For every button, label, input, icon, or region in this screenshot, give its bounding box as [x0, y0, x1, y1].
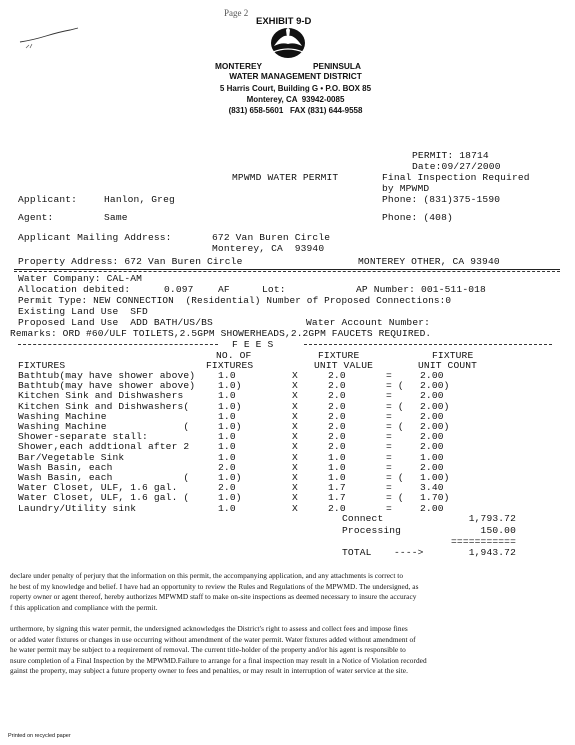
fixture-name: Kitchen Sink and Dishwashers(	[18, 400, 190, 412]
proposed-land-use: Proposed Land Use ADD BATH/US/BS	[18, 317, 213, 328]
fixture-equals: = (	[386, 421, 404, 432]
applicant-phone: Phone: (831)375-1590	[382, 194, 501, 205]
district-phones: (831) 658-5601 FAX (831) 644-9558	[228, 106, 363, 115]
fixture-times: X	[292, 370, 298, 381]
fees-rule-right	[304, 344, 552, 345]
fixture-qty: 1.0)	[218, 400, 242, 412]
final-inspection-line1: Final Inspection Required	[382, 172, 530, 183]
property-city: MONTEREY OTHER, CA 93940	[358, 256, 500, 267]
fixture-unit-value: 2.0	[328, 400, 346, 412]
fixture-unit-count: 2.00	[420, 390, 444, 402]
agent-label: Agent:	[18, 212, 54, 223]
declaration-line: f this application and compliance with the permit.	[10, 602, 158, 612]
fixture-qty: 1.0	[218, 431, 236, 443]
fixture-equals: =	[386, 370, 392, 381]
declaration-line: he best of my knowledge and belief. I have had an opportunity to review the Rules and Regulations of the MPWMD. The undersigned, as	[10, 581, 419, 591]
fixture-unit-count: 1.00)	[420, 472, 450, 483]
allocation-value: 0.097	[164, 284, 194, 295]
fixture-qty: 2.0	[218, 482, 236, 494]
col-count-2: UNIT COUNT	[418, 360, 478, 371]
permit-date: Date:09/27/2000	[412, 161, 501, 172]
district-logo	[268, 26, 308, 60]
fixture-unit-count: 2.00)	[420, 421, 450, 432]
fixture-unit-value: 2.0	[328, 370, 346, 381]
fixture-equals: =	[386, 431, 392, 443]
district-name-right: PENINSULA	[313, 61, 361, 71]
ap-number: AP Number: 001-511-018	[356, 284, 486, 295]
fixture-unit-value: 2.0	[328, 380, 346, 392]
col-no-of-1: NO. OF	[216, 350, 252, 361]
fixture-name: Kitchen Sink and Dishwashers	[18, 390, 184, 402]
water-account: Water Account Number:	[306, 317, 431, 328]
fixture-times: X	[292, 492, 298, 504]
fixture-qty: 1.0	[218, 390, 236, 402]
water-company: Water Company: CAL-AM	[18, 273, 143, 284]
fixture-unit-value: 2.0	[328, 410, 346, 422]
lot-label: Lot:	[262, 284, 286, 295]
permit-number: PERMIT: 18714	[412, 150, 489, 161]
footer-recycled: Printed on recycled paper	[8, 733, 71, 739]
fixture-unit-value: 2.0	[328, 441, 346, 453]
fees-title: F E E S	[232, 339, 274, 350]
pen-mark	[18, 22, 88, 50]
processing-label: Processing	[342, 525, 402, 536]
fixture-qty: 1.0	[218, 410, 236, 422]
fixture-unit-count: 2.00	[420, 502, 444, 514]
fixture-equals: = (	[386, 492, 404, 504]
fixture-unit-count: 3.40	[420, 482, 444, 494]
fixture-unit-count: 2.00	[420, 461, 444, 473]
fixture-unit-count: 2.00	[420, 410, 444, 422]
fixture-times: X	[292, 400, 298, 412]
fixture-times: X	[292, 421, 298, 432]
mailing-line2: Monterey, CA 93940	[212, 243, 325, 254]
fixture-equals: =	[386, 451, 392, 463]
declaration-line: declare under penalty of perjury that the information on this permit, the accompanying application, and any attachments is correct to	[10, 571, 404, 580]
processing-value: 150.00	[480, 525, 516, 536]
fixture-qty: 1.0	[218, 502, 236, 514]
fixture-equals: = (	[386, 380, 404, 392]
connect-label: Connect	[342, 513, 384, 524]
fixture-times: X	[292, 502, 298, 514]
fixture-unit-count: 2.00	[420, 370, 444, 381]
remarks: Remarks: ORD #60/ULF TOILETS,2.5GPM SHOWERHEADS,2.2GPM FAUCETS REQUIRED.	[10, 328, 432, 339]
total-value: 1,943.72	[468, 547, 516, 558]
fixture-times: X	[292, 461, 298, 473]
fixture-unit-value: 1.0	[328, 472, 346, 483]
fixture-name: Bar/Vegetable Sink	[18, 451, 125, 463]
fixture-times: X	[292, 482, 298, 494]
existing-land-use: Existing Land Use SFD	[18, 306, 148, 317]
fixture-name: Bathtub(may have shower above)	[18, 380, 196, 392]
fixture-qty: 2.0	[218, 461, 236, 473]
fixture-qty: 1.0	[218, 451, 236, 463]
fixture-name: Laundry/Utility sink	[18, 502, 137, 514]
fixture-name: Shower,each addtional after 2	[18, 441, 190, 453]
col-unit-1: FIXTURE	[318, 350, 360, 361]
fixture-times: X	[292, 431, 298, 443]
fixture-times: X	[292, 410, 298, 422]
declaration-line: or added water fixtures or changes in use occurring without amendment of the water permit. Water fixtures added without amendment of	[10, 634, 416, 644]
agent-phone: Phone: (408)	[382, 212, 453, 223]
declaration-line: urthermore, by signing this water permit, the undersigned acknowledges the District's right to assess and collect fees and impose fines	[10, 624, 408, 633]
fixture-unit-value: 2.0	[328, 502, 346, 514]
fixture-unit-count: 2.00	[420, 431, 444, 443]
declaration-line: roperty owner or agent thereof, hereby authorizes MPWMD staff to make on-site inspections as deemed necessary to insure the accuracy	[10, 592, 417, 602]
fixture-qty: 1.0	[218, 441, 236, 453]
connect-value: 1,793.72	[468, 513, 516, 524]
fixture-unit-count: 2.00	[420, 441, 444, 453]
fixture-name: Shower-separate stall:	[18, 431, 148, 443]
fixture-equals: = (	[386, 472, 404, 483]
agent-value: Same	[104, 212, 128, 223]
fixture-equals: =	[386, 390, 392, 402]
total-rule: ===========	[451, 536, 516, 547]
fixture-name: Water Closet, ULF, 1.6 gal. (	[18, 492, 190, 504]
fixture-name: Wash Basin, each	[18, 461, 113, 473]
page-label: Page 2	[224, 8, 249, 18]
property-address: Property Address: 672 Van Buren Circle	[18, 256, 243, 267]
fixture-unit-value: 1.7	[328, 492, 346, 504]
col-count-1: FIXTURE	[432, 350, 474, 361]
district-address2: Monterey, CA 93942-0085	[246, 95, 345, 104]
fixture-unit-value: 1.0	[328, 461, 346, 473]
fees-rule-left	[18, 344, 218, 345]
fixture-name: Water Closet, ULF, 1.6 gal.	[18, 482, 178, 494]
applicant-label: Applicant:	[18, 194, 78, 205]
fixture-unit-count: 1.70)	[420, 492, 450, 504]
final-inspection-line2: by MPWMD	[382, 183, 430, 194]
permit-title: MPWMD WATER PERMIT	[232, 172, 339, 183]
col-fixtures: FIXTURES	[18, 360, 66, 371]
fixture-equals: =	[386, 502, 392, 514]
fixture-times: X	[292, 441, 298, 453]
fixture-unit-count: 2.00)	[420, 400, 450, 412]
exhibit-label: EXHIBIT 9-D	[256, 16, 312, 27]
allocation-unit: AF	[218, 284, 230, 295]
divider-top	[14, 269, 560, 270]
fixture-qty: 1.0)	[218, 492, 242, 504]
fixture-name: Wash Basin, each (	[18, 472, 190, 483]
allocation-label: Allocation debited:	[18, 284, 131, 295]
col-no-of-2: FIXTURES	[206, 360, 254, 371]
fixture-unit-value: 2.0	[328, 390, 346, 402]
fixture-unit-value: 2.0	[328, 431, 346, 443]
fixture-times: X	[292, 380, 298, 392]
district-name-left: MONTEREY	[215, 61, 263, 71]
fixture-qty: 1.0)	[218, 472, 242, 483]
total-arrow: ---->	[394, 547, 424, 558]
fixture-name: Bathtub(may have shower above)	[18, 370, 196, 381]
fixture-equals: =	[386, 461, 392, 473]
applicant-value: Hanlon, Greg	[104, 194, 175, 205]
fixture-unit-count: 1.00	[420, 451, 444, 463]
fixture-qty: 1.0)	[218, 421, 242, 432]
fixture-times: X	[292, 451, 298, 463]
fixture-equals: =	[386, 410, 392, 422]
col-unit-2: UNIT VALUE	[314, 360, 374, 371]
mailing-label: Applicant Mailing Address:	[18, 232, 172, 243]
fixture-times: X	[292, 390, 298, 402]
fixture-unit-value: 1.0	[328, 451, 346, 463]
total-label: TOTAL	[342, 547, 372, 558]
mailing-line1: 672 Van Buren Circle	[212, 232, 331, 243]
fixture-equals: =	[386, 441, 392, 453]
declaration-line: nsure completion of a Final Inspection by the MPWMD.Failure to arrange for a final inspection may result in a Notice of Violation recorded	[10, 655, 427, 665]
fixture-unit-count: 2.00)	[420, 380, 450, 392]
declaration-line: gainst the property, may subject a future property owner to fees and penalties, or may result in interruption of water service at the site.	[10, 666, 408, 676]
fixture-name: Washing Machine (	[18, 421, 190, 432]
permit-type: Permit Type: NEW CONNECTION (Residential) Number of Proposed Connections:0	[18, 295, 452, 306]
fixture-unit-value: 2.0	[328, 421, 346, 432]
district-address1: 5 Harris Court, Building G • P.O. BOX 85	[219, 84, 372, 93]
fixture-qty: 1.0	[218, 370, 236, 381]
fixture-equals: =	[386, 482, 392, 494]
divider-top-dashed	[14, 271, 560, 272]
fixture-unit-value: 1.7	[328, 482, 346, 494]
district-name-line2: WATER MANAGEMENT DISTRICT	[229, 71, 362, 81]
fixture-times: X	[292, 472, 298, 483]
fixture-qty: 1.0)	[218, 380, 242, 392]
fixture-name: Washing Machine	[18, 410, 107, 422]
fixture-equals: = (	[386, 400, 404, 412]
declaration-line: he water permit may be subject to a requirement of removal. The current title-holder of the property and/or his agent is responsible to	[10, 645, 406, 655]
